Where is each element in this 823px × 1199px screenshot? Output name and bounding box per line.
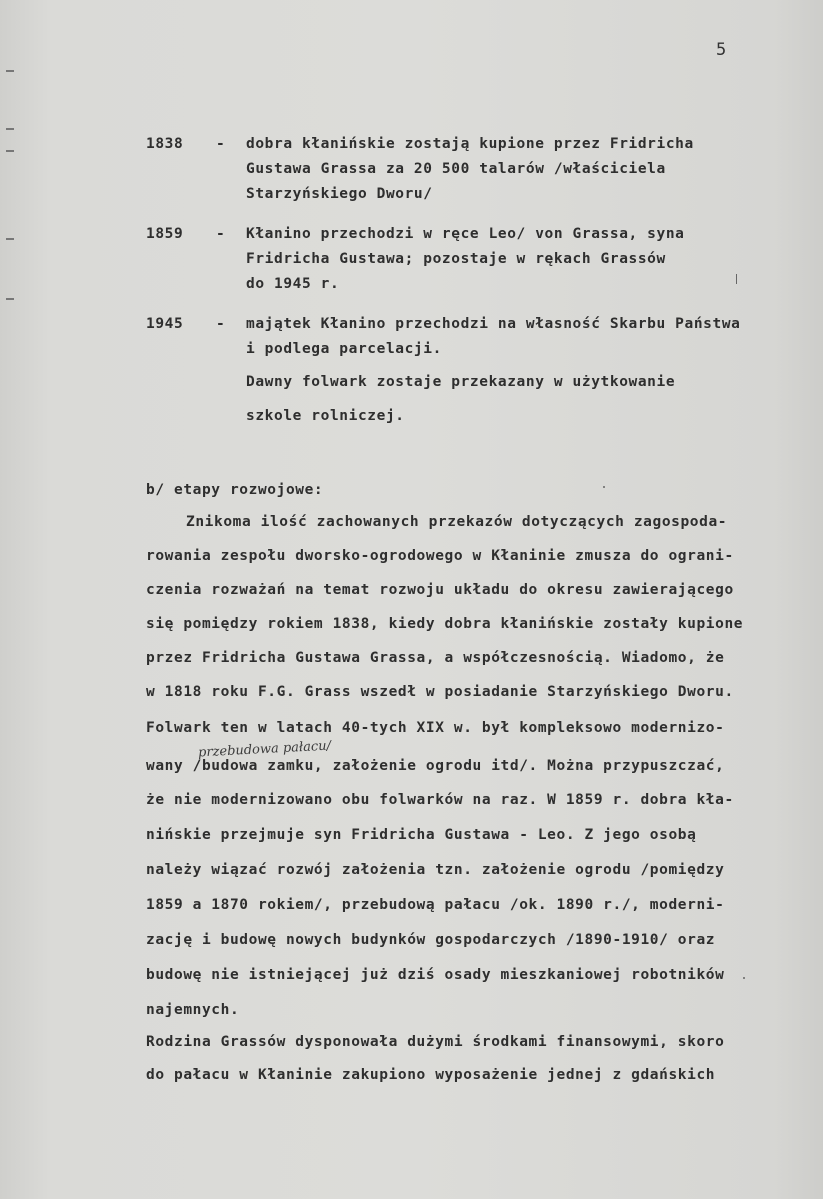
edge-mark: [6, 128, 14, 130]
paragraph-line: Znikoma ilość zachowanych przekazów dotyczących zagospoda-: [186, 514, 728, 530]
paragraph-line: czenia rozważań na temat rozwoju układu do okresu zawierającego: [146, 582, 734, 598]
paragraph-line: 1859 a 1870 rokiem/, przebudową pałacu /ok. 1890 r./, moderni-: [146, 897, 725, 913]
entry-text-line: do 1945 r.: [246, 276, 340, 292]
paragraph-line: należy wiązać rozwój założenia tzn. założenie ogrodu /pomiędzy: [146, 862, 725, 878]
paragraph-line: budowę nie istniejącej już dziś osady mieszkaniowej robotników: [146, 967, 725, 983]
entry-text-line: Dawny folwark zostaje przekazany w użytkowanie: [246, 374, 676, 390]
section-heading: b/ etapy rozwojowe:: [146, 482, 324, 498]
paragraph-line: że nie modernizowano obu folwarków na raz. W 1859 r. dobra kła-: [146, 792, 734, 808]
entry-text-line: Gustawa Grassa za 20 500 talarów /właściciela: [246, 161, 666, 177]
stray-mark: [736, 274, 737, 284]
paragraph-line: najemnych.: [146, 1002, 240, 1018]
handwritten-note: przebudowa pałacu/: [197, 738, 332, 761]
stray-mark: [603, 486, 605, 488]
entry-year: 1838: [146, 136, 184, 152]
entry-text-line: i podlega parcelacji.: [246, 341, 442, 357]
paragraph-line: rowania zespołu dworsko-ogrodowego w Kłaninie zmusza do ograni-: [146, 548, 734, 564]
paragraph-line: w 1818 roku F.G. Grass wszedł w posiadanie Starzyńskiego Dworu.: [146, 684, 734, 700]
entry-year: 1859: [146, 226, 184, 242]
paragraph-line: Folwark ten w latach 40-tych XIX w. był kompleksowo modernizo-: [146, 720, 725, 736]
paragraph-line: nińskie przejmuje syn Fridricha Gustawa - Leo. Z jego osobą: [146, 827, 697, 843]
paragraph-line: Rodzina Grassów dysponowała dużymi środkami finansowymi, skoro: [146, 1034, 725, 1050]
entry-text-line: Kłanino przechodzi w ręce Leo/ von Grassa, syna: [246, 226, 685, 242]
page-number: 5: [716, 40, 727, 60]
entry-text-line: majątek Kłanino przechodzi na własność Skarbu Państwa: [246, 316, 741, 332]
paragraph-line: się pomiędzy rokiem 1838, kiedy dobra kłanińskie zostały kupione: [146, 616, 744, 632]
paragraph-line: do pałacu w Kłaninie zakupiono wyposażenie jednej z gdańskich: [146, 1067, 716, 1083]
paragraph-line: zację i budowę nowych budynków gospodarczych /1890-1910/ oraz: [146, 932, 716, 948]
entry-text-line: szkole rolniczej.: [246, 408, 405, 424]
entry-text-line: Fridricha Gustawa; pozostaje w rękach Grassów: [246, 251, 666, 267]
edge-mark: [6, 150, 14, 152]
paragraph-line: przez Fridricha Gustawa Grassa, a współczesnością. Wiadomo, że: [146, 650, 725, 666]
edge-mark: [6, 298, 14, 300]
entry-dash: -: [216, 316, 225, 332]
edge-mark: [6, 238, 14, 240]
entry-dash: -: [216, 226, 225, 242]
stray-mark: [743, 977, 745, 979]
entry-year: 1945: [146, 316, 184, 332]
edge-mark: [6, 70, 14, 72]
entry-text-line: dobra kłanińskie zostają kupione przez Fridricha: [246, 136, 694, 152]
entry-dash: -: [216, 136, 225, 152]
paragraph-line: wany /budowa zamku, założenie ogrodu itd/. Można przypuszczać,: [146, 758, 725, 774]
entry-text-line: Starzyńskiego Dworu/: [246, 186, 433, 202]
